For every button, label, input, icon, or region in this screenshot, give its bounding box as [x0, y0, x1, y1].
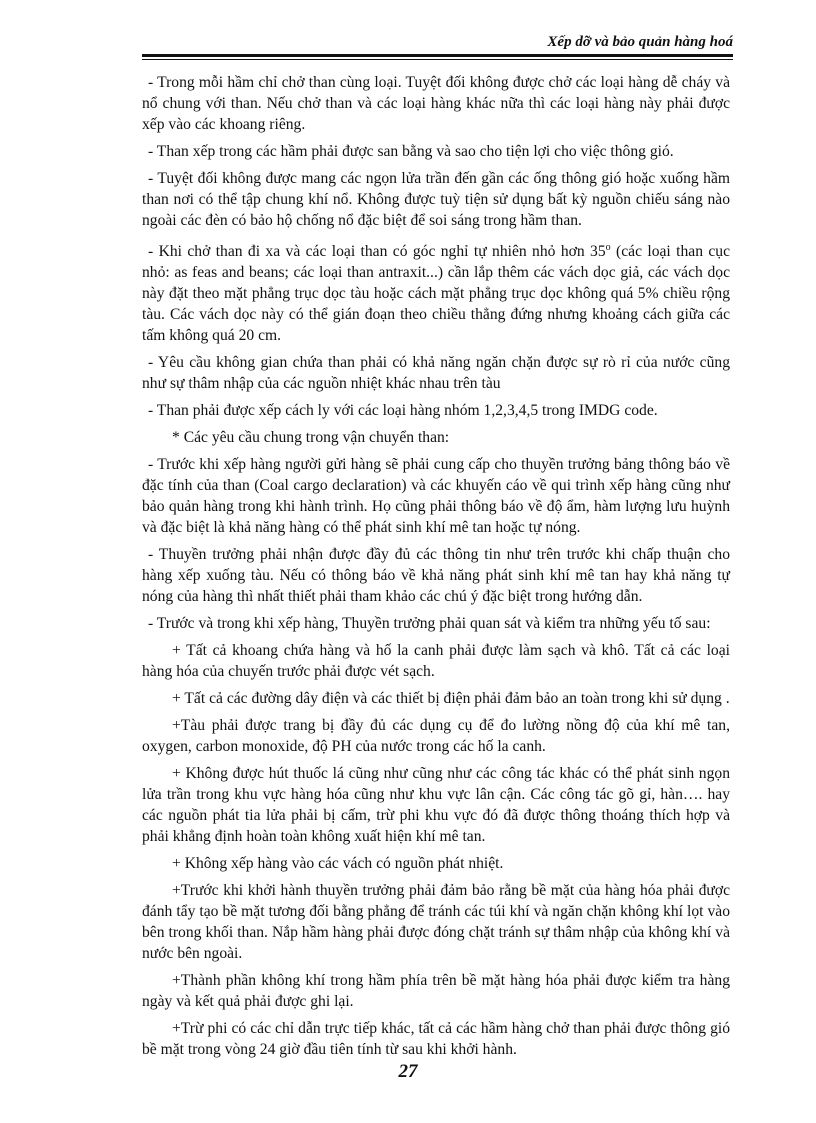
sub-item: +Trước khi khởi hành thuyền trưởng phải đảm bảo rằng bề mặt của hàng hóa phải được đánh tẩy tạo bề mặt tương đối bằng phẳng để tránh các túi khí và ngăn chặn không khí lọt vào bên trong khối than. Nắp hầm hàng phải được đóng chặt tránh sự thâm nhập của không khí và nước bên ngoài. [142, 882, 730, 963]
page-header [142, 34, 733, 60]
paragraph: - Thuyền trưởng phải nhận được đầy đủ các thông tin như trên trước khi chấp thuận cho hàng xếp xuống tàu. Nếu có thông báo về khả năng phát sinh khí mê tan hay khả năng tự nóng của hàng thì nhất thiết phải tham khảo các chú ý đặc biệt trong hướng dẫn. [142, 546, 730, 606]
paragraph: - Trước và trong khi xếp hàng, Thuyền trưởng phải quan sát và kiểm tra những yếu tố sau: [148, 615, 711, 633]
sub-item: +Thành phần không khí trong hầm phía trên bề mặt hàng hóa phải được kiểm tra hàng ngày và kết quả phải được ghi lại. [142, 972, 730, 1011]
paragraph: - Than phải được xếp cách ly với các loại hàng nhóm 1,2,3,4,5 trong IMDG code. [148, 402, 658, 420]
paragraph-text: - Khi chở than đi xa và các loại than có góc nghỉ tự nhiên nhỏ hơn 35 [148, 243, 606, 261]
header-rule-thin [142, 59, 733, 60]
degree-superscript: o [605, 242, 611, 253]
section-heading: * Các yêu cầu chung trong vận chuyển than: [172, 429, 450, 447]
paragraph: - Tuyệt đối không được mang các ngọn lửa trần đến gần các ống thông gió hoặc xuống hầm than nơi có thể tập chung khí nổ. Không được tuỳ tiện sử dụng bất kỳ nguồn chiếu sáng nào ngoài các đèn có bảo hộ chống nổ đặc biệt để soi sáng trong hầm than. [142, 170, 730, 229]
document-body [142, 72, 730, 1066]
paragraph: - Than xếp trong các hầm phải được san bằng và sao cho tiện lợi cho việc thông gió. [148, 143, 674, 160]
sub-item: +Trừ phi có các chỉ dẫn trực tiếp khác, tất cả các hầm hàng chở than phải được thông gió bề mặt trong vòng 24 giờ đầu tiên tính từ sau khi khởi hành. [142, 1020, 730, 1059]
sub-item: + Không được hút thuốc lá cũng như cũng như các công tác khác có thể phát sinh ngọn lửa trần trong khu vực hàng hóa cũng như khu vực lân cận. Các công tác gõ gỉ, hàn…. hay các nguồn phát tia lửa phải bị cấm, trừ phi khu vực đó đã được thông thoáng thích hợp và phải khẳng định hoàn toàn không xuất hiện khí mê tan. [142, 765, 730, 846]
paragraph: - Trước khi xếp hàng người gửi hàng sẽ phải cung cấp cho thuyền trưởng bảng thông báo về đặc tính của than (Coal cargo declaration) và các khuyến cáo về qui trình xếp hàng cũng như bảo quản hàng trong khi hành trình. Họ cũng phải thông báo về độ ẩm, hàm lượng lưu huỳnh và đặc biệt là khả năng hàng có thể phát sinh khí mê tan hoặc tự nóng. [142, 456, 730, 537]
paragraph [142, 237, 730, 346]
paragraph: - Yêu cầu không gian chứa than phải có khả năng ngăn chặn được sự rò rỉ của nước cũng như sự thâm nhập của các nguồn nhiệt khác nhau trên tàu [142, 354, 730, 393]
sub-item: + Không xếp hàng vào các vách có nguồn phát nhiệt. [172, 855, 504, 873]
header-rule-thick [142, 54, 733, 57]
paragraph-text: (các loại than cục nhỏ: as feas and beans; các loại than antraxit...) cần lắp thêm các vách dọc giả, các vách dọc này đặt theo mặt phẳng trục dọc tàu hoặc cách mặt phẳng trục dọc không quá 5% chiều rộng tàu. Các vách dọc này có thể gián đoạn theo chiều thẳng đứng nhưng khoảng cách giữa các tấm không quá 20 cm. [142, 243, 731, 345]
sub-item: +Tàu phải được trang bị đầy đủ các dụng cụ để đo lường nồng độ của khí mê tan, oxygen, carbon monoxide, độ PH của nước trong các hố la canh. [142, 717, 730, 756]
paragraph: - Trong mỗi hầm chỉ chở than cùng loại. Tuyệt đối không được chở các loại hàng dễ cháy và nổ chung với than. Nếu chở than và các loại hàng khác nữa thì các loại hàng này phải được xếp vào các khoang riêng. [142, 74, 730, 133]
sub-item: + Tất cả khoang chứa hàng và hố la canh phải được làm sạch và khô. Tất cả các loại hàng hóa của chuyến trước phải được vét sạch. [142, 642, 730, 681]
sub-item: + Tất cả các đường dây điện và các thiết bị điện phải đảm bảo an toàn trong khi sử dụng . [172, 690, 730, 708]
header-title: Xếp dỡ và bảo quản hàng hoá [547, 34, 733, 50]
page-number: 27 [398, 1061, 418, 1082]
